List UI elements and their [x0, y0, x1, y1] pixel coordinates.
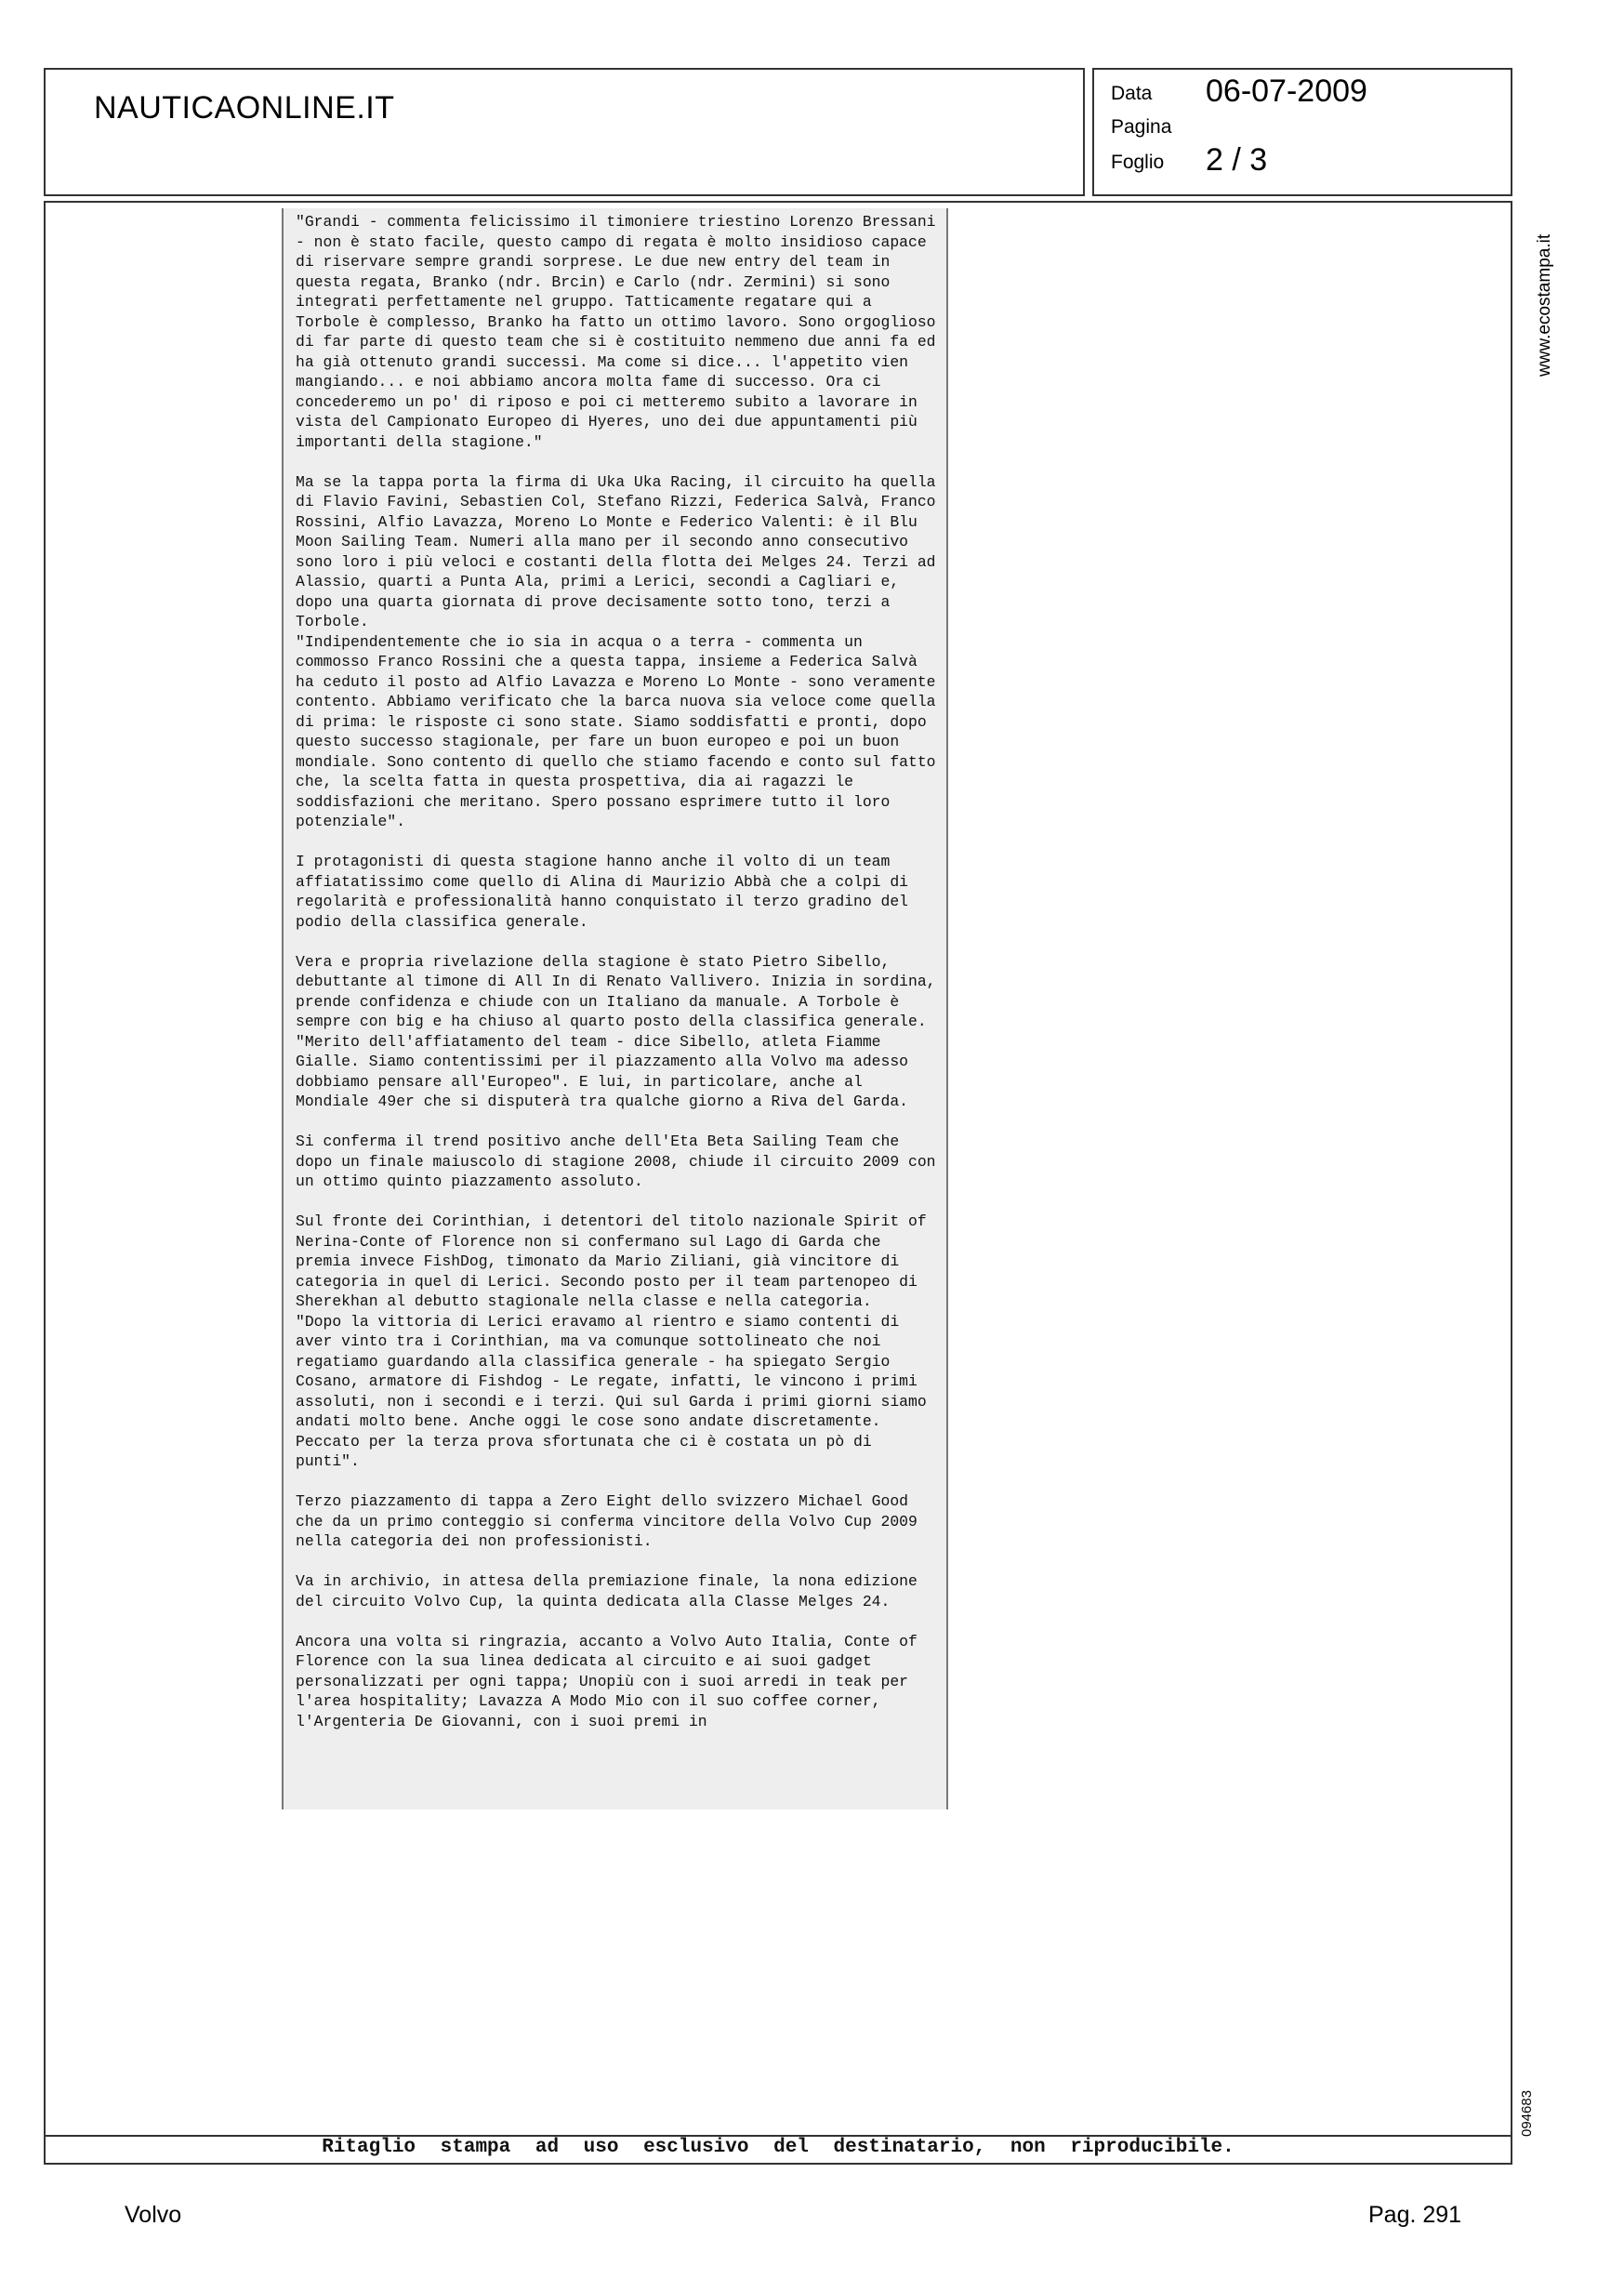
- data-label: Data: [1111, 83, 1153, 104]
- article-paragraph: "Grandi - commenta felicissimo il timoniere triestino Lorenzo Bressani - non è stato facile, questo campo di regata è molto insidioso capace di riservare sempre grandi sorprese. Le due new entry del team in questa regata, Branko (ndr. Brcin) e Carlo (ndr. Zermini) si sono integrati perfettamente nel gruppo. Tatticamente regatare qui a Torbole è complesso, Branko ha fatto un ottimo lavoro. Sono orgoglioso di far parte di questo team che si è costituito nemmeno due anni fa ed ha già ottenuto grandi successi. Ma come si dice... l'appetito vien mangiando... e noi abbiamo ancora molta fame di successo. Ora ci concederemo un po' di riposo e poi ci metteremo subito a lavorare in vista del Campionato Europeo di Hyeres, uno dei due appuntamenti più importanti della stagione.": [296, 213, 945, 451]
- publication-name: NAUTICAONLINE.IT: [94, 90, 395, 126]
- side-code: 094683: [1519, 2089, 1535, 2137]
- client-name: Volvo: [125, 2202, 182, 2228]
- article-paragraph: I protagonisti di questa stagione hanno anche il volto di un team affiatatissimo come quello di Alina di Maurizio Abbà che a colpi di regolarità e professionalità hanno conquistato il terzo gradino del podio della classifica generale.: [296, 853, 918, 931]
- article-paragraph: Va in archivio, in attesa della premiazione finale, la nona edizione del circuito Volvo Cup, la quinta dedicata alla Classe Melges 24.: [296, 1572, 927, 1610]
- page-number: Pag. 291: [1368, 2202, 1462, 2228]
- side-url-container: [1529, 214, 1566, 377]
- article-paragraph: Sul fronte dei Corinthian, i detentori del titolo nazionale Spirit of Nerina-Conte of Florence non si confermano sul Lago di Garda che premia invece FishDog, timonato da Mario Ziliani, già vincitore di categoria in quel di Lerici. Secondo posto per il team partenopeo di Sherekhan al debutto stagionale nella classe e nella categoria. "Dopo la vittoria di Lerici eravamo al rientro e siamo contenti di aver vinto tra i Corinthian, ma va comunque sottolineato che noi regatiamo guardando alla classifica generale - ha spiegato Sergio Cosano, armatore di Fishdog - Le regate, infatti, le vincono i primi assoluti, non i secondi e i terzi. Qui sul Garda i primi giorni siamo andati molto bene. Anche oggi le cose sono andate discretamente. Peccato per la terza prova sfortunata che ci è costata un pò di punti".: [296, 1212, 927, 1470]
- foglio-value: 2 / 3: [1206, 142, 1268, 178]
- pagina-label: Pagina: [1111, 116, 1172, 138]
- article-paragraph: Ancora una volta si ringrazia, accanto a Volvo Auto Italia, Conte of Florence con la sua linea dedicata al circuito e ai suoi gadget personalizzati per ogni tappa; Unopiù con i suoi arredi in teak per l'area hospitality; Lavazza A Modo Mio con il suo coffee corner, l'Argenteria De Giovanni, con i suoi premi in: [296, 1632, 927, 1730]
- header-publication-box: [44, 68, 1085, 196]
- article-clipping: [282, 208, 948, 1809]
- footer-notice: Ritaglio stampa ad uso esclusivo del destinatario, non riproducibile.: [322, 2137, 1235, 2158]
- article-paragraph: Si conferma il trend positivo anche dell'Eta Beta Sailing Team che dopo un finale maiuscolo di stagione 2008, chiude il circuito 2009 con un ottimo quinto piazzamento assoluto.: [296, 1133, 945, 1190]
- data-value: 06-07-2009: [1206, 73, 1367, 109]
- side-code-container: [1515, 2074, 1543, 2139]
- header-meta-box: [1092, 68, 1512, 196]
- side-url: www.ecostampa.it: [1535, 233, 1554, 377]
- article-paragraph: Terzo piazzamento di tappa a Zero Eight dello svizzero Michael Good che da un primo conteggio si conferma vincitore della Volvo Cup 2009 nella categoria dei non professionisti.: [296, 1492, 927, 1550]
- foglio-label: Foglio: [1111, 152, 1165, 173]
- article-paragraph: Vera e propria rivelazione della stagione è stato Pietro Sibello, debuttante al timone di All In di Renato Vallivero. Inizia in sordina, prende confidenza e chiude con un Italiano da manuale. A Torbole è sempre con big e ha chiuso al quarto posto della classifica generale. "Merito dell'affiatamento del team - dice Sibello, atleta Fiamme Gialle. Siamo contentissimi per il piazzamento alla Volvo ma adesso dobbiamo pensare all'Europeo". E lui, in particolare, anche al Mondiale 49er che si disputerà tra qualche giorno a Riva del Garda.: [296, 952, 945, 1110]
- article-paragraph: Ma se la tappa porta la firma di Uka Uka Racing, il circuito ha quella di Flavio Favini, Sebastien Col, Stefano Rizzi, Federica Salvà, Franco Rossini, Alfio Lavazza, Moreno Lo Monte e Federico Valenti: è il Blu Moon Sailing Team. Numeri alla mano per il secondo anno consecutivo sono loro i più veloci e costanti della flotta dei Melges 24. Terzi ad Alassio, quarti a Punta Ala, primi a Lerici, secondi a Cagliari e, dopo una quarta giornata di prove decisamente sotto tono, terzi a Torbole. "Indipendentemente che io sia in acqua o a terra - commenta un commosso Franco Rossini che a questa tappa, insieme a Federica Salvà ha ceduto il posto ad Alfio Lavazza e Moreno Lo Monte - sono veramente contento. Abbiamo verificato che la barca nuova sia veloce come quella di prima: le risposte ci sono state. Siamo soddisfatti e pronti, dopo questo successo stagionale, per fare un buon europeo e poi un buon mondiale. Sono contento di quello che stiamo facendo e conto sul fatto che, la scelta fatta in questa prospettiva, dia ai ragazzi le soddisfazioni che meritano. Spero possano esprimere tutto il loro potenziale".: [296, 472, 936, 830]
